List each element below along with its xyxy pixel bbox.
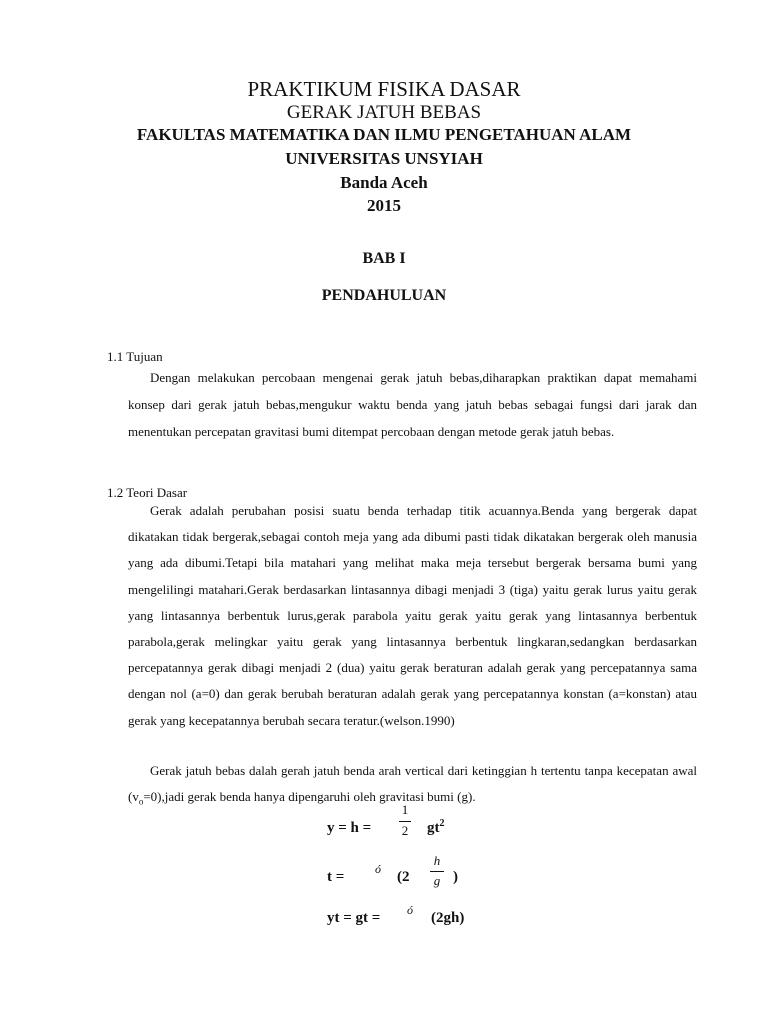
- year: 2015: [367, 196, 401, 215]
- equation-1-rhs-base: gt: [427, 820, 440, 836]
- equation-1-denominator: 2: [401, 823, 409, 838]
- equation-1-fraction-bar: [399, 821, 411, 822]
- document-title: PRAKTIKUM FISIKA DASAR: [247, 77, 521, 101]
- equation-1-exponent: 2: [439, 818, 445, 829]
- paragraph-gerak-jatuh-bebas: [128, 758, 697, 810]
- section-heading-tujuan: 1.1 Tujuan: [107, 349, 163, 364]
- paragraph-gjb-subscript: o: [138, 796, 144, 807]
- city-name: Banda Aceh: [340, 173, 428, 192]
- equation-1-rhs: [427, 820, 445, 837]
- sqrt-symbol-icon: ó: [375, 862, 381, 876]
- section-heading-teori-dasar: 1.2 Teori Dasar: [107, 485, 188, 500]
- chapter-number: BAB I: [362, 250, 406, 267]
- equation-1-lhs: y = h =: [327, 820, 372, 836]
- equation-2-open: (2: [397, 869, 410, 885]
- chapter-title: PENDAHULUAN: [321, 287, 447, 304]
- equation-2-lhs: t =: [327, 869, 345, 885]
- equation-2-denominator: g: [433, 873, 441, 888]
- paragraph-teori-dasar-text: Gerak adalah perubahan posisi suatu benda terhadap titik acuannya.Benda yang bergerak dapat dikatakan tidak bergerak,sebagai contoh meja yang ada dibumi pasti tidak dikatakan bergerak oleh manusia yang ada dibumi.Tetapi bila matahari yang melihat maka meja tersebut bergerak bersama bumi yang mengelilingi matahari.Gerak berdasarkan lintasannya dibagi menjadi 3 (tiga) yaitu gerak lurus yaitu gerak yang lintasannya berbentuk lurus,gerak parabola yaitu gerak yaitu gerak yang lintasannya berbentuk parabola,gerak melingkar yaitu gerak yang lintasannya berbentuk lingkaran,sedangkan berdasarkan percepatannya gerak dibagi menjadi 2 (dua) yaitu gerak beraturan adalah gerak yang percepatannya sama dengan nol (a=0) dan gerak berubah beraturan adalah gerak yang percepatannya konstan (a=konstan) atau gerak yang kecepatannya berubah secara teratur.(welson.1990): [128, 503, 697, 728]
- paragraph-tujuan-text: Dengan melakukan percobaan mengenai gerak jatuh bebas,diharapkan praktikan dapat memahami konsep dari gerak jatuh bebas,mengukur waktu benda yang jatuh bebas sebagai fungsi dari jarak dan menentukan percepatan gravitasi bumi ditempat percobaan dengan metode gerak jatuh bebas.: [128, 370, 697, 439]
- paragraph-tujuan: [128, 364, 697, 445]
- faculty-name: FAKULTAS MATEMATIKA DAN ILMU PENGETAHUAN ALAM: [136, 125, 632, 144]
- paragraph-gjb-text-a: Gerak jatuh bebas dalah gerah jatuh benda arah vertical dari ketinggian h tertentu tanpa kecepatan awal (v: [128, 763, 697, 804]
- equation-2-numerator: h: [433, 853, 441, 868]
- equation-3-rhs: (2gh): [431, 910, 465, 926]
- equation-2-fraction-bar: [430, 871, 444, 872]
- sqrt-symbol-icon: ó: [407, 903, 413, 917]
- paragraph-teori-dasar: [128, 498, 697, 734]
- equation-3-lhs: yt = gt =: [327, 910, 381, 926]
- document-subtitle: GERAK JATUH BEBAS: [286, 102, 482, 123]
- university-name: UNIVERSITAS UNSYIAH: [285, 149, 483, 168]
- equation-1-numerator: 1: [401, 802, 409, 817]
- equation-2-close: ): [453, 869, 458, 885]
- paragraph-gjb-text-b: =0),jadi gerak benda hanya dipengaruhi oleh gravitasi bumi (g).: [143, 789, 476, 804]
